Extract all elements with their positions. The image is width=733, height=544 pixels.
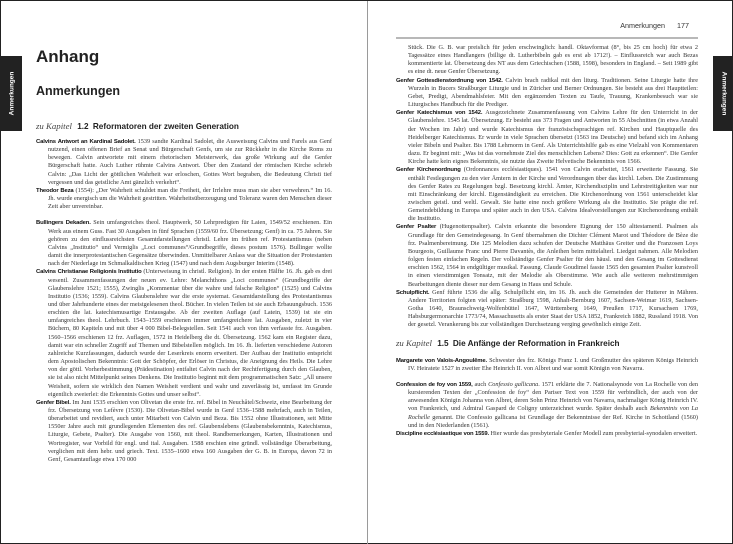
note-entry	[396, 289, 698, 330]
note-entry	[36, 187, 332, 211]
note-italic: Confessio gallicana	[488, 380, 539, 388]
note-text: Schwester des frz. Königs Franz I. und Großmutter des späteren Königs Heinrich IV. Heiratete 1527 in zweiter Ehe Heinrich II. von Albret und war somit Königin von Navarra.	[408, 356, 698, 372]
note-text: Sein umfangreiches theol. Hauptwerk, 50 Lehrpredigten für Laien, 1549/52 erschienen. Ein Werk aus einem Guss. Fast 30 Ausgaben in fünf Sprachen (1559/60 frz. Übersetzung; Genf) in ca. 75 Jahren. Sie gehören zu den einflussreichsten Gesamtdarstellungen christl. Lehre im frühen ref. Protestantismus (neben Calvins „Institutio“ und Vermiglis „Loci communes“/Grundbegriffe, dieses postum 1576). Bullinger wollte damit die innerprotestantischen Gegensätze überwinden. Unmittelbarer Anlass war die Situation der Protestanten nach der Niederlage im Schmalkaldischen Krieg (1547) und nach dem Augsburger Interim (1548).	[48, 219, 332, 268]
note-term: Genfer Psalter	[396, 224, 437, 231]
note-entry	[36, 268, 332, 399]
note-term: Margarete von Valois-Angoulême.	[396, 357, 487, 364]
chapter-ref-prefix: zu Kapitel	[36, 121, 72, 131]
page-number: 177	[677, 21, 689, 30]
chapter-reference	[36, 121, 239, 131]
note-text: . 1571 erklärte die 7. Nationalsynode von La Rochelle von den kursierenden Texten der „Confession de foy“ den Pariser Text von 1559 für verbindlich, der auch von der anwesenden Königin Johanna von Albret, deren Sohn Prinz Heinrich von Navarra, nachmaliger König Heinrich IV. von Frankreich, und Admiral Gaspard de Coligny unterzeichnet wurde. Später deshalb auch	[408, 380, 699, 413]
note-text: (Ordonnances ecclésiastiques). 1541 von Calvin erarbeitet, 1561 erweiterte Fassung. Sie enthält Festlegungen zu den vier Ämtern in der Kirche und Verordnungen über das kirchl. Leben. Die Zustimmung des Genfer Rates zu Regelungen bzgl. Besetzung kirchl. Ämter, Kirchendisziplin und Lehrstreitigkeiten war nur mit Einschränkung der kirchl. Eigenständigkeit zu erreichen. Die Kirchenordnung von 1561 unterscheidet klar zwischen geistl. und weltl. Gewalt. Sie hatte eine noch größere Wirkung als die Institutio. Sie prägte die ref. Gemeindebildung in Europa und später auch in den USA. Calvins Idealvorstellungen zur Kirchenordnung enthält die Institutio.	[408, 166, 698, 223]
note-entry	[396, 109, 698, 166]
chapter-number: 1.2	[77, 122, 89, 131]
note-text: (1554): „Der Wahrheit schuldet man die Freiheit, der Irrlehre muss man sie aber verwehren.“ Im 16. Jh. wurde energisch um die Wahrheit gestritten. Wahrheitsüberzeugung und Toleranz waren den Menschen dieser Zeit aber unvereinbar.	[48, 186, 332, 211]
note-text: genannt. Die Confessio gallicana ist Grundlage der Bekenntnisse der Ref. Kirche in Schottland (1560) und in den Niederlanden (1561).	[408, 413, 698, 429]
note-entry	[36, 138, 332, 187]
note-term: Bullingers Dekaden.	[36, 220, 91, 227]
thumb-index-label: Anmerkungen	[720, 71, 728, 116]
chapter-title: Reformatoren der zweiten Generation	[92, 122, 239, 131]
running-header	[620, 21, 689, 30]
note-entry	[396, 223, 698, 288]
note-term: Calvins Antwort an Kardinal Sadolet.	[36, 139, 136, 145]
note-entry	[396, 381, 698, 430]
note-entry	[36, 399, 332, 464]
note-entry	[396, 77, 698, 110]
chapter-ref-prefix: zu Kapitel	[396, 338, 432, 349]
chapter-number: 1.5	[437, 339, 449, 349]
note-text: Hier wurde das presbyteriale Genfer Modell zum presbyterial-synodalen erweitert.	[488, 429, 698, 437]
note-term: Genfer Bibel.	[36, 399, 71, 406]
header-rule	[396, 37, 698, 39]
thumb-index-label: Anmerkungen	[8, 71, 16, 116]
note-term: Discipline ecclésiastique von 1559.	[396, 430, 489, 437]
note-italic: Bekenntnis von La Rochelle	[408, 405, 699, 421]
note-entry	[396, 357, 698, 373]
note-entry	[36, 219, 332, 268]
note-text: auch	[472, 380, 489, 388]
note-term: Calvins Christianae Religionis Institutio	[36, 269, 142, 276]
notes-list	[396, 44, 698, 438]
note-text: Genf führte 1536 die allg. Schulpflicht ein, im 16. Jh. auch die Gemeinden der Hutterer in Mähren. Andere Territorien folgten viel später: Straßburg 1598, Anhalt-Bernburg 1607, Sachsen-Weimar 1619, Sachsen-Gotha 1640, Braunschweig-Wolfenbüttel 1647, Württemberg 1649, Preußen 1717, Kursachsen 1769, Habsburgermonarchie 1773/74, Massachusetts als erster Staat der USA 1852, Frankreich 1882, Russland 1918. Von der gesetzl. Verankerung bis zur vollständigen Durchsetzung verging gewöhnlich einige Zeit.	[408, 288, 698, 329]
notes-list	[36, 138, 332, 464]
note-text: 1539 sandte Kardinal Sadolet, die Ausweisung Calvins und Farels aus Genf nutzend, einen offenen Brief an Senat und Bürgerschaft Genfs, um sie zur Rückkehr in die Kirche Roms zu bewegen. Calvin antwortete mit einem rhetorischen Meisterwerk, das große Wirkung auf die Genfer Bürgerschaft hatte. Auch Luther rühmte Calvins Antwort. Über den Zustand der römischen Kirche schrieb Calvin: „Das Licht der göttlichen Wahrheit war erloschen, Gottes Wort begraben, die Bedeutung Christi tief vergessen und das geistliche Amt gänzlich verkehrt“.	[48, 138, 332, 186]
thumb-index-tab[interactable]	[713, 56, 733, 131]
note-continuation: Stück. Die G. B. war preislich für jeden erschwinglich: handl. Oktavformat (8°, bis 25 cm hoch) für etwa 2 Tagessätze eines Handlangers (billige dt. Lutherbibeln gab es erst ab 1712!). – Einflussreich war auch Bezas kommentierte lat. Übersetzung des NT aus dem Griechischen (1588, 1598), besonders in England. – Seit 1989 gibt es eine dt. neue Genfer Übersetzung.	[408, 44, 698, 76]
thumb-index-tab[interactable]	[1, 56, 22, 131]
note-text: (Unterweisung in christl. Religion). In der ersten Hälfte 16. Jh. gab es drei wesentl. Zusammenfassungen der neuen ev. Lehre: Melanchthons „Loci communes“ (Grundbegriffe der Glaubenslehre 1521; 1555), Zwinglis „Kommentar über die wahre und falsche Religion“ (1525) und Calvins Institutio (1536; 1559). Calvins Glaubenslehre war die erste systemat. Gesamtdarstellung des Protestantismus und über Jahrhunderte eines der meistgelesenen theol. Bücher. In vielen Teilen ist sie auch Erbauungsbuch. 1536 erschien die lat. katechismusartige Erstausgabe. Ab der zweiten Auflage (auf Latein, 1539) ist sie ein umfangreiches theol. Lehrbuch. 1543–1559 erschienen immer umfangreichere lat. Ausgaben, zuletzt in vier Büchern, 80 Kapiteln und mit über 4 000 Bibel-Belegstellen. Seit 1541 auch von ihm verfasste frz. Ausgaben. 1560–1566 erschienen 12 frz. Auflagen, 1572 in Heidelberg die dt. Übersetzung. 1562 kam ein Register dazu, damit war ein schneller Zugriff auf Themen und Bibelstellen möglich. Im 16. Jh. lieferten verschiedene Autoren zahlreiche Kurzfassungen, dadurch wurde der Leserkreis enorm erweitert. Der Aufbau der Institutio entspricht dem Apostolischen Bekenntnis: Gott der Schöpfer, der Erlöser in Christus, die Aneignung des Heils. Die Lehre von der göttl. Vorherbestimmung (Prädestination) entfaltet Calvin nach der Rechtfertigung durch den Glauben, sie ist also nicht Mittelpunkt seines Denkens. Die Institutio beginnt mit dem programmatischen Satz: „All unsere Weisheit, sofern sie wirklich den Namen Weisheit verdient und wahr und zuverlässig ist, umfasst im Grunde eigentlich zweierlei: die Erkenntnis Gottes und unser selbst“.	[48, 268, 332, 398]
section-heading: Anhang	[36, 47, 100, 66]
right-page	[368, 1, 733, 544]
note-term: Genfer Gottesdienstordnung von 1542.	[396, 77, 503, 84]
note-term: Schulpflicht.	[396, 289, 430, 296]
left-page	[1, 1, 367, 544]
chapter-title: Die Anfänge der Reformation in Frankreich	[452, 339, 620, 349]
note-entry	[396, 166, 698, 223]
note-term: Theodor Beza	[36, 187, 74, 194]
subsection-heading: Anmerkungen	[36, 84, 121, 98]
note-entry	[396, 430, 698, 438]
note-text: (Hugenottenpsalter). Calvin erkannte die besondere Eignung der 150 alttestamentl. Psalmen als Grundlage für den Gemeindegesang. In Genf übernahmen die Dichter Clément Marot und Théodore de Bèze die frz. Psalmenbereimung. Die 125 Melodien dazu schufen der Deutsche Matthäus Greiter und die Franzosen Loys Bourgeois, Guillaume Franc und Pierre Davantès, die Anleihen beim mittelalterl. Liedgut nahmen. Alle Melodien folgen festen einfachen Regeln. Der vollständige Genfer Psalter für den häusl. und den Gesang im Gottesdienst erschien 1562, 1564 in endgültiger musikal. Fassung. Claude Goudimel fasste 1565 den gesamten Psalter kunstvoll in einen vierstimmigen Tonsatz, mit der Melodie als Oberstimme. Wie auch alle weiteren mehrstimmigen Bearbeitungen diente dieser nur dem Gesang in Haus und Schule.	[408, 223, 698, 288]
running-head-title: Anmerkungen	[620, 21, 665, 30]
note-text: Calvin brach radikal mit den liturg. Traditionen. Seine Liturgie hatte ihre Wurzeln in Bucers Straßburger Liturgie und in Züricher und Berner Ordnungen. Sie besteht aus drei Hauptteilen: Gebet, Predigt, Abendmahlsfeier. Mit den ergänzenden Texten zu Taufe, Trauung, Krankenbesuch war sie Liturgisches Handbuch für die Prediger.	[408, 76, 698, 109]
chapter-reference	[396, 339, 698, 348]
note-term: Genfer Kirchenordnung	[396, 167, 461, 174]
note-term: Confession de foy von 1559,	[396, 381, 473, 388]
note-text: Im Juni 1535 erschien von Olivetan die erste frz. ref. Bibel in Neuchâtel/Schweiz, eine Bearbeitung der frz. Übersetzung von Lefèvre (1530). Die Olivetan-Bibel wurde in Genf 1536–1588 mehrfach, auch in Teilen, überarbeitet und revidiert, auch unter Mitarbeit von Calvin und Beza. Bis 1552 ohne Illustrationen, seit Mitte 1550er Jahre auch mit grundlegenden Elementen des ref. Glaubenslebens (Glaubensbekenntnis, Katechismus, Liturgie, Gebete, Psalter). Die Ausgabe von 1560, mit theol. Randbemerkungen, Karten, Illustrationen und Wortregister, war Vorbild für engl. und ital. Ausgaben. 1588 erschien eine gründl. vollständige Überarbeitung, verglichen mit dem hebr. und griech. Text. 1535–1600 etwa 160 Ausgaben der G. B. in Europa, davon 72 in Genf, Gesamtauflage etwa 170 000	[48, 398, 332, 463]
note-term: Genfer Katechismus von 1542.	[396, 110, 483, 117]
note-text: Ausgezeichnete Zusammenfassung von Calvins Lehre für den Unterricht in der Glaubenslehre. 1545 lat. Übersetzung. Er besteht aus 373 Fragen und Antworten in 55 Abschnitten (in etwa Anzahl der Wochen im Jahr) und wurde Katechismus der französischsprachigen ref. Kirchen und Hauptquelle des Heidelberger Katechismus. Er wurde in viele Sprachen übersetzt (1563 ins Deutsche) und befand sich im Anhang vieler Bibeln und Psalter. Bis 1788 Lehrnorm in Genf. Als Unterrichtshilfe gab es eine Vielzahl von Kommentaren dazu. Er beginnt mit: „Was ist das vornehmste Ziel des menschlichen Lebens? Dies: Gott zu erkennen“. Die Genfer Kirche hatte kein eignes Bekenntnis, sie nutzte das Zweite Helvetische Bekenntnis von 1566.	[408, 109, 699, 166]
